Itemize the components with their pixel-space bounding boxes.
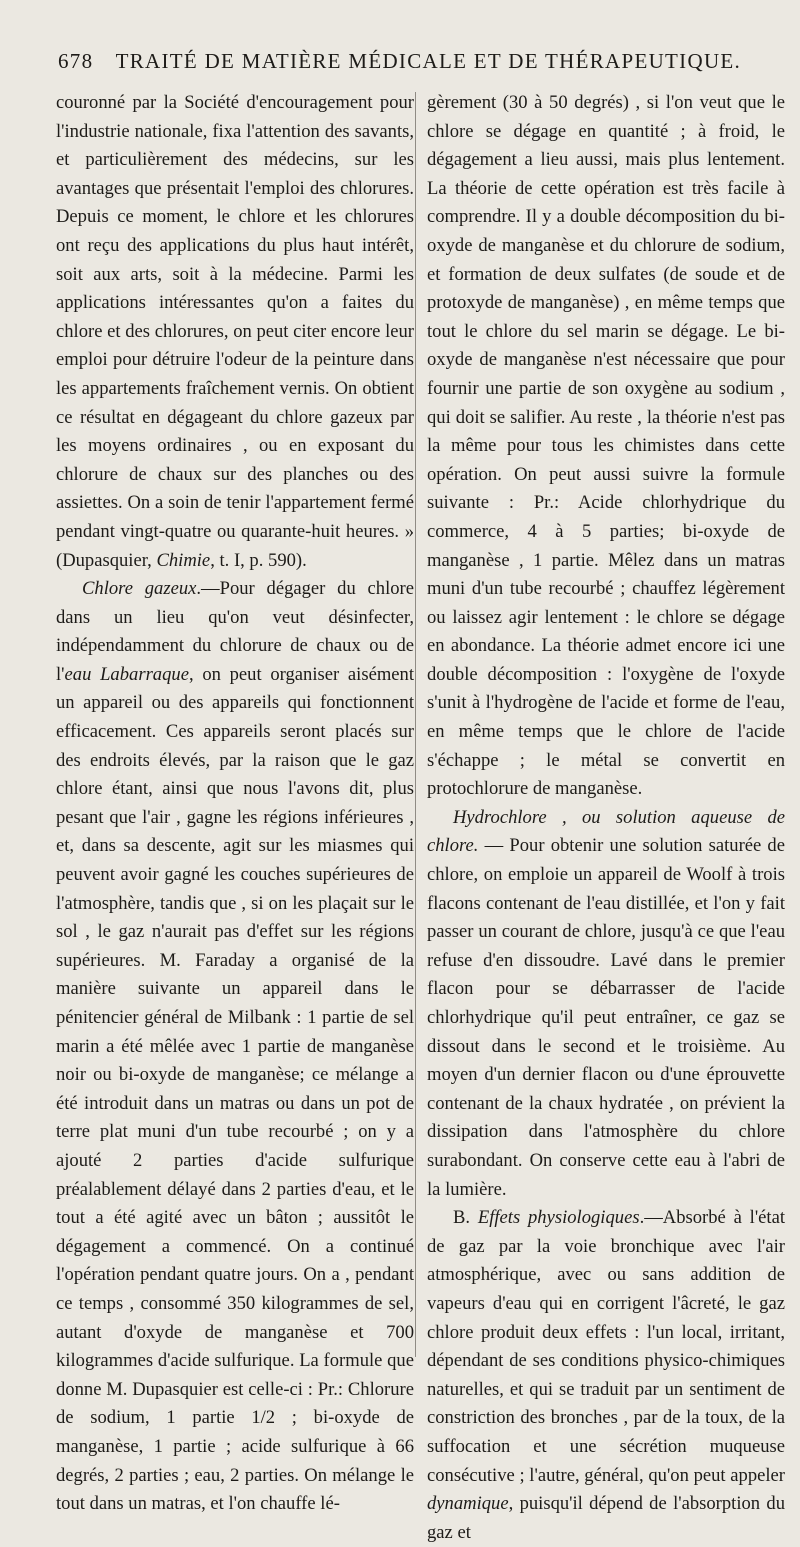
paragraph-effets-physiologiques [427, 1204, 785, 1547]
paragraph-text: .—Absorbé à l'état de gaz par la voie bronchique avec l'air atmosphérique, avec ou sans addition de vapeurs d'eau qui en corrigent l'âcreté, le gaz chlore produit deux effets : l'un local, irritant, dépendant de ses conditions physico-chimiques naturelles, et qui se traduit par un sentiment de constriction des bronches , par de la toux, de la suffocation et une sécrétion muqueuse consécutive ; l'autre, général, qu'on peut appeler [427, 1207, 786, 1486]
citation-title: Chimie [156, 549, 211, 571]
paragraph-text: , on peut organiser aisément un appareil ou des appareils qui fonctionnent efficacement. Ces appareils seront placés sur des endroits élevés, par la raison que le gaz chlore étant, ainsi que nous l'avons dit, plus pesant que l'air , gagne les régions inférieures , et, dans sa descente, agit sur les miasmes qui peuvent avoir gagné les couches supérieures de l'atmosphère, tandis que , si on les plaçait sur le sol , le gaz n'aurait pas d'effet sur les régions supérieures. M. Faraday a organisé de la manière suivante un appareil dans le pénitencier général de Milbank : 1 partie de sel marin a été mêlée avec 1 partie de manganèse noir ou bi-oxyde de manganèse; ce mélange a été introduit dans un matras ou dans un pot de terre plat muni d'un tube recourbé ; on y a ajouté 2 parties d'acide sulfurique préalablement délayé dans 2 parties d'eau, et le tout a été agité avec un bâton ; aussitôt le dégagement a commencé. On a continué l'opération pendant quatre jours. On a , pendant ce temps , consommé 350 kilogrammes de sel, autant d'oxyde de manganèse et 700 kilogrammes d'acide sulfurique. La formule que donne M. Dupasquier est celle-ci : Pr.: Chlorure de sodium, 1 partie 1/2 ; bi-oxyde de manganèse, 1 partie ; acide sulfurique à 66 degrés, 2 parties ; eau, 2 parties. On mélange le tout dans un matras, et l'on chauffe lé- [56, 663, 415, 1515]
running-header [58, 48, 768, 74]
emphasis-text: dynamique [427, 1493, 509, 1515]
paragraph-chlore-gazeux [56, 575, 414, 1519]
paragraph-text: — Pour obtenir une solution saturée de chlore, on emploie un appareil de Woolf à trois flacons contenant de l'eau distillée, et l'on y fait passer un courant de chlore, jusqu'à ce que l'eau refuse d'en dissoudre. Lavé dans le premier flacon pour se débarrasser de l'acide chlorhydrique qu'il peut entraîner, ce gaz se dissout dans le second et le troisième. Au moyen d'un dernier flacon ou d'une éprouvette contenant de la chaux hydratée , on prévient la dissipation dans l'atmosphère du chlore surabondant. On conserve cette eau à l'abri de la lumière. [427, 835, 785, 1200]
emphasis-text: eau Labarraque [64, 663, 189, 685]
section-heading: Chlore gazeux [82, 578, 197, 600]
page-number: 678 [58, 49, 94, 73]
paragraph-hydrochlore [427, 804, 785, 1204]
paragraph-theorie [427, 89, 785, 804]
paragraph-text: couronné par la Société d'encouragement pour l'industrie nationale, fixa l'attention des savants, et particulièrement des médecins, sur les avantages que présentait l'emploi des chlorures. Depuis ce moment, le chlore et les chlorures ont reçu des applications du plus haut intérêt, soit aux arts, soit à la médecine. Parmi les applications intéressantes qu'on a faites du chlore et des chlorures, on peut citer encore leur emploi pour détruire l'odeur de la peinture dans les appartements fraîchement vernis. On obtient ce résultat en dégageant du chlore gazeux par les moyens ordinaires , ou en exposant du chlorure de chaux sur des planches ou des assiettes. On a soin de tenir l'appartement fermé pendant vingt-quatre ou quarante-huit heures. » (Dupasquier, [56, 92, 414, 571]
left-column [56, 89, 414, 1519]
paragraph-chlorures-history [56, 89, 414, 575]
citation-ref: , t. I, p. 590). [210, 549, 307, 571]
column-divider [415, 92, 416, 1357]
section-label: B. [453, 1207, 478, 1229]
paragraph-text: .—Pour dégager du chlore dans un lieu qu'on veut désinfecter, indépendamment du chlorure de chaux ou de l' [56, 578, 414, 685]
section-heading: Hydrochlore , ou solution aqueuse de chlore. [427, 806, 785, 857]
paragraph-text: gèrement (30 à 50 degrés) , si l'on veut que le chlore se dégage en quantité ; à froid, le dégagement a lieu aussi, mais plus lentement. La théorie de cette opération est très facile à comprendre. Il y a double décomposition du bi-oxyde de manganèse et du chlorure de sodium, et formation de deux sulfates (de soude et de protoxyde de manganèse) , en même temps que tout le chlore du sel marin se dégage. Le bi-oxyde de manganèse n'est nécessaire que pour fournir une partie de son oxygène au sodium , qui doit se salifier. Au reste , la théorie n'est pas la même pour tous les chimistes dans cette opération. On peut aussi suivre la formule suivante : Pr.: Acide chlorhydrique du commerce, 4 à 5 parties; bi-oxyde de manganèse , 1 partie. Mêlez dans un matras muni d'un tube recourbé ; chauffez légèrement ou laissez agir lentement : le chlore se dégage en abondance. La théorie admet encore ici une double décomposition : l'oxygène de l'oxyde s'unit à l'hydrogène de l'acide et forme de l'eau, en même temps que le chlore de l'acide s'échappe ; le métal se convertit en protochlorure de manganèse. [427, 92, 785, 800]
paragraph-text: , puisqu'il dépend de l'absorption du gaz et [427, 1493, 785, 1543]
running-title: TRAITÉ DE MATIÈRE MÉDICALE ET DE THÉRAPEUTIQUE. [115, 49, 742, 73]
right-column [427, 89, 785, 1547]
section-heading: Effets physiologiques [477, 1207, 640, 1229]
